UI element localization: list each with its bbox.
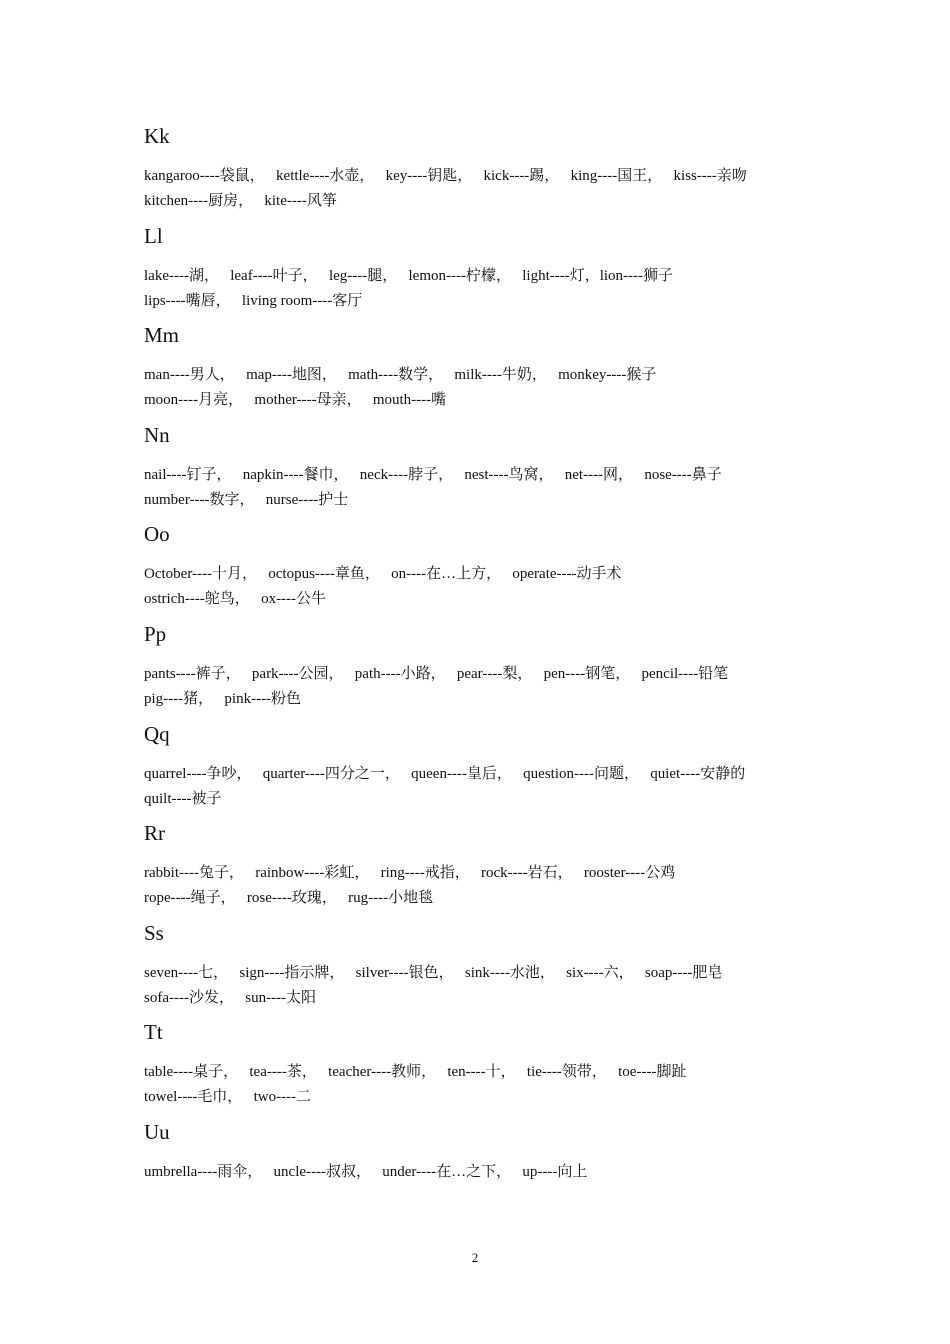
word-entry: pear----梨，	[456, 666, 533, 682]
entry-spacer	[454, 965, 465, 981]
word-line	[144, 589, 326, 609]
word-entry: nose----鼻子	[644, 466, 722, 483]
word-entry: uncle----叔叔，	[273, 1164, 372, 1180]
letter-heading: Mm	[144, 323, 180, 348]
word-entry: quilt----被子	[144, 790, 222, 807]
entry-spacer	[235, 367, 246, 383]
entry-spacer	[253, 193, 264, 209]
entry-spacer	[555, 965, 566, 981]
word-line	[144, 988, 316, 1008]
word-entry: pink----粉色	[224, 691, 302, 707]
entry-spacer	[446, 666, 457, 682]
word-entry: pencil----铅笔	[641, 666, 729, 682]
word-entry: kettle----水壶，	[276, 168, 375, 184]
word-entry: on----在…上方，	[391, 566, 502, 583]
word-entry: up----向上	[522, 1164, 588, 1180]
word-entry: two----二	[253, 1089, 312, 1106]
entry-spacer	[607, 1064, 618, 1080]
word-entry: pen----钢笔，	[543, 666, 631, 682]
word-line	[144, 291, 362, 311]
word-entry: teacher----教师，	[328, 1064, 437, 1081]
entry-spacer	[234, 990, 245, 1006]
letter-heading: Ll	[144, 223, 163, 248]
entry-spacer	[470, 865, 481, 881]
entry-spacer	[443, 367, 454, 383]
entry-spacer	[453, 467, 464, 483]
letter-heading: Tt	[144, 1020, 163, 1045]
word-entry: quarter----四分之一，	[262, 765, 400, 782]
word-entry: sun----太阳	[245, 989, 317, 1006]
word-entry: living room----客厅	[241, 292, 363, 309]
word-entry: ring----戒指，	[380, 865, 470, 882]
word-entry: lemon----柠檬，	[408, 267, 511, 284]
entry-spacer	[512, 766, 523, 782]
entry-spacer	[547, 367, 558, 383]
letter-heading: Ss	[144, 920, 164, 945]
word-entry: tea----茶，	[249, 1064, 317, 1081]
word-line	[144, 789, 221, 809]
entry-spacer	[344, 666, 355, 682]
letter-heading: Oo	[144, 522, 170, 547]
entry-spacer	[633, 467, 644, 483]
word-entry: math----数学，	[348, 367, 444, 384]
word-entry: kitchen----厨房，	[144, 193, 254, 209]
word-entry: question----问题，	[523, 765, 639, 782]
word-entry: kiss----亲吻	[673, 168, 747, 184]
word-entry: kick----踢，	[483, 168, 560, 184]
page-number: 2	[471, 1250, 479, 1265]
entry-spacer	[349, 467, 360, 483]
entry-spacer	[511, 1164, 522, 1180]
word-entry: leg----腿，	[328, 267, 398, 284]
word-entry: nail----钉子，	[144, 466, 232, 483]
word-line	[144, 863, 675, 883]
word-entry: toe----脚趾	[618, 1064, 687, 1081]
entry-spacer	[573, 865, 584, 881]
word-line	[144, 888, 433, 908]
word-entry: monkey----猴子	[558, 367, 657, 384]
word-entry: quiet----安静的	[650, 765, 746, 782]
entry-spacer	[639, 766, 650, 782]
entry-spacer	[397, 268, 408, 284]
entry-spacer	[371, 1164, 382, 1180]
word-entry: seven----七，	[144, 964, 229, 981]
entry-spacer	[228, 965, 239, 981]
word-entry: neck----脖子，	[359, 466, 454, 483]
word-line	[144, 191, 337, 211]
word-entry: tie----领带，	[526, 1064, 607, 1081]
word-entry: rabbit----兔子，	[144, 865, 244, 882]
word-entry: park----公园，	[251, 666, 344, 682]
word-entry: quarrel----争吵，	[144, 765, 252, 782]
entry-spacer	[231, 467, 242, 483]
word-entry: nest----鸟窝，	[464, 466, 554, 483]
entry-spacer	[501, 566, 512, 582]
letter-heading: Pp	[144, 622, 167, 646]
word-entry: rainbow----彩虹，	[255, 865, 370, 882]
word-entry: rock----岩石，	[481, 865, 573, 882]
entry-spacer	[265, 168, 276, 184]
letter-heading: Kk	[144, 124, 170, 148]
word-entry: number----数字，	[144, 491, 255, 508]
word-entry: moon----月亮，	[144, 392, 244, 409]
word-entry: ostrich----鸵鸟，	[144, 591, 250, 608]
word-line	[144, 1162, 587, 1182]
entry-spacer	[236, 890, 247, 906]
entry-spacer	[242, 1089, 253, 1105]
word-entry: light----灯，lion----狮子	[522, 267, 674, 284]
word-entry: queen----皇后，	[411, 765, 512, 782]
entry-spacer	[344, 965, 355, 981]
word-entry: man----男人，	[144, 367, 235, 384]
word-entry: key----钥匙，	[385, 168, 473, 184]
word-entry: towel----毛巾，	[144, 1089, 243, 1106]
entry-spacer	[436, 1064, 447, 1080]
word-line	[144, 764, 745, 784]
word-entry: rooster----公鸡	[583, 865, 676, 882]
word-entry: sofa----沙发，	[144, 989, 234, 1006]
word-entry: lips----嘴唇，	[144, 292, 231, 309]
entry-spacer	[516, 1064, 527, 1080]
entry-spacer	[532, 666, 543, 682]
word-line	[144, 390, 446, 410]
word-entry: ten----十，	[447, 1064, 516, 1081]
entry-spacer	[374, 168, 385, 184]
word-entry: kite----风筝	[264, 193, 337, 209]
word-line	[144, 963, 722, 983]
entry-spacer	[255, 492, 266, 508]
word-entry: nurse----护士	[265, 491, 349, 508]
word-entry: kangaroo----袋鼠，	[144, 168, 265, 184]
entry-spacer	[400, 766, 411, 782]
word-entry: napkin----餐巾，	[242, 466, 349, 483]
word-entry: milk----牛奶，	[454, 367, 547, 384]
word-line	[144, 465, 722, 485]
word-entry: rug----小地毯	[348, 890, 434, 907]
word-entry: sink----水池，	[464, 964, 555, 981]
word-line	[144, 166, 747, 186]
entry-spacer	[238, 1064, 249, 1080]
entry-spacer	[251, 766, 262, 782]
word-entry: lake----湖，	[144, 267, 219, 284]
word-line	[144, 564, 622, 584]
word-entry: leaf----叶子，	[230, 267, 318, 284]
word-entry: octopus----章鱼，	[268, 566, 380, 583]
entry-spacer	[219, 268, 230, 284]
word-entry: under----在…之下，	[382, 1164, 512, 1180]
word-line	[144, 365, 656, 385]
entry-spacer	[472, 168, 483, 184]
entry-spacer	[369, 865, 380, 881]
word-line	[144, 664, 728, 684]
word-entry: ox----公牛	[261, 591, 327, 608]
entry-spacer	[337, 367, 348, 383]
word-line	[144, 1087, 311, 1107]
word-entry: mouth----嘴	[372, 392, 447, 409]
word-entry: six----六，	[566, 964, 634, 981]
word-entry: rose----玫瑰，	[246, 890, 337, 907]
word-entry: mother----母亲，	[254, 392, 362, 409]
entry-spacer	[559, 168, 570, 184]
entry-spacer	[554, 467, 565, 483]
word-entry: pants----裤子，	[144, 666, 241, 682]
word-entry: net----网，	[564, 466, 634, 483]
entry-spacer	[317, 1064, 328, 1080]
entry-spacer	[511, 268, 522, 284]
entry-spacer	[231, 293, 242, 309]
word-entry: king----国王，	[570, 168, 663, 184]
word-line	[144, 1062, 686, 1082]
word-entry: pig----猪，	[144, 691, 214, 707]
entry-spacer	[241, 666, 252, 682]
entry-spacer	[244, 865, 255, 881]
word-entry: map----地图，	[246, 367, 337, 384]
word-entry: rope----绳子，	[144, 890, 236, 907]
entry-spacer	[250, 591, 261, 607]
word-entry: October----十月，	[144, 566, 257, 583]
letter-heading: Qq	[144, 721, 170, 746]
word-entry: table----桌子，	[144, 1064, 239, 1081]
word-line	[144, 266, 673, 286]
word-entry: silver----银色，	[355, 964, 454, 981]
letter-heading: Nn	[144, 422, 170, 447]
word-entry: umbrella----雨伞，	[144, 1164, 263, 1180]
word-entry: operate----动手术	[512, 566, 622, 583]
letter-heading: Uu	[144, 1120, 170, 1144]
letter-heading: Rr	[144, 821, 165, 846]
entry-spacer	[262, 1164, 273, 1180]
entry-spacer	[362, 392, 373, 408]
entry-spacer	[634, 965, 645, 981]
entry-spacer	[662, 168, 673, 184]
word-entry: sign----指示牌，	[239, 964, 345, 981]
entry-spacer	[243, 392, 254, 408]
word-entry: soap----肥皂	[644, 964, 723, 981]
entry-spacer	[337, 890, 348, 906]
entry-spacer	[257, 566, 268, 582]
word-line	[144, 689, 301, 709]
word-entry: path----小路，	[354, 666, 446, 682]
entry-spacer	[213, 691, 224, 707]
entry-spacer	[630, 666, 641, 682]
word-line	[144, 490, 348, 510]
entry-spacer	[380, 566, 391, 582]
entry-spacer	[318, 268, 329, 284]
